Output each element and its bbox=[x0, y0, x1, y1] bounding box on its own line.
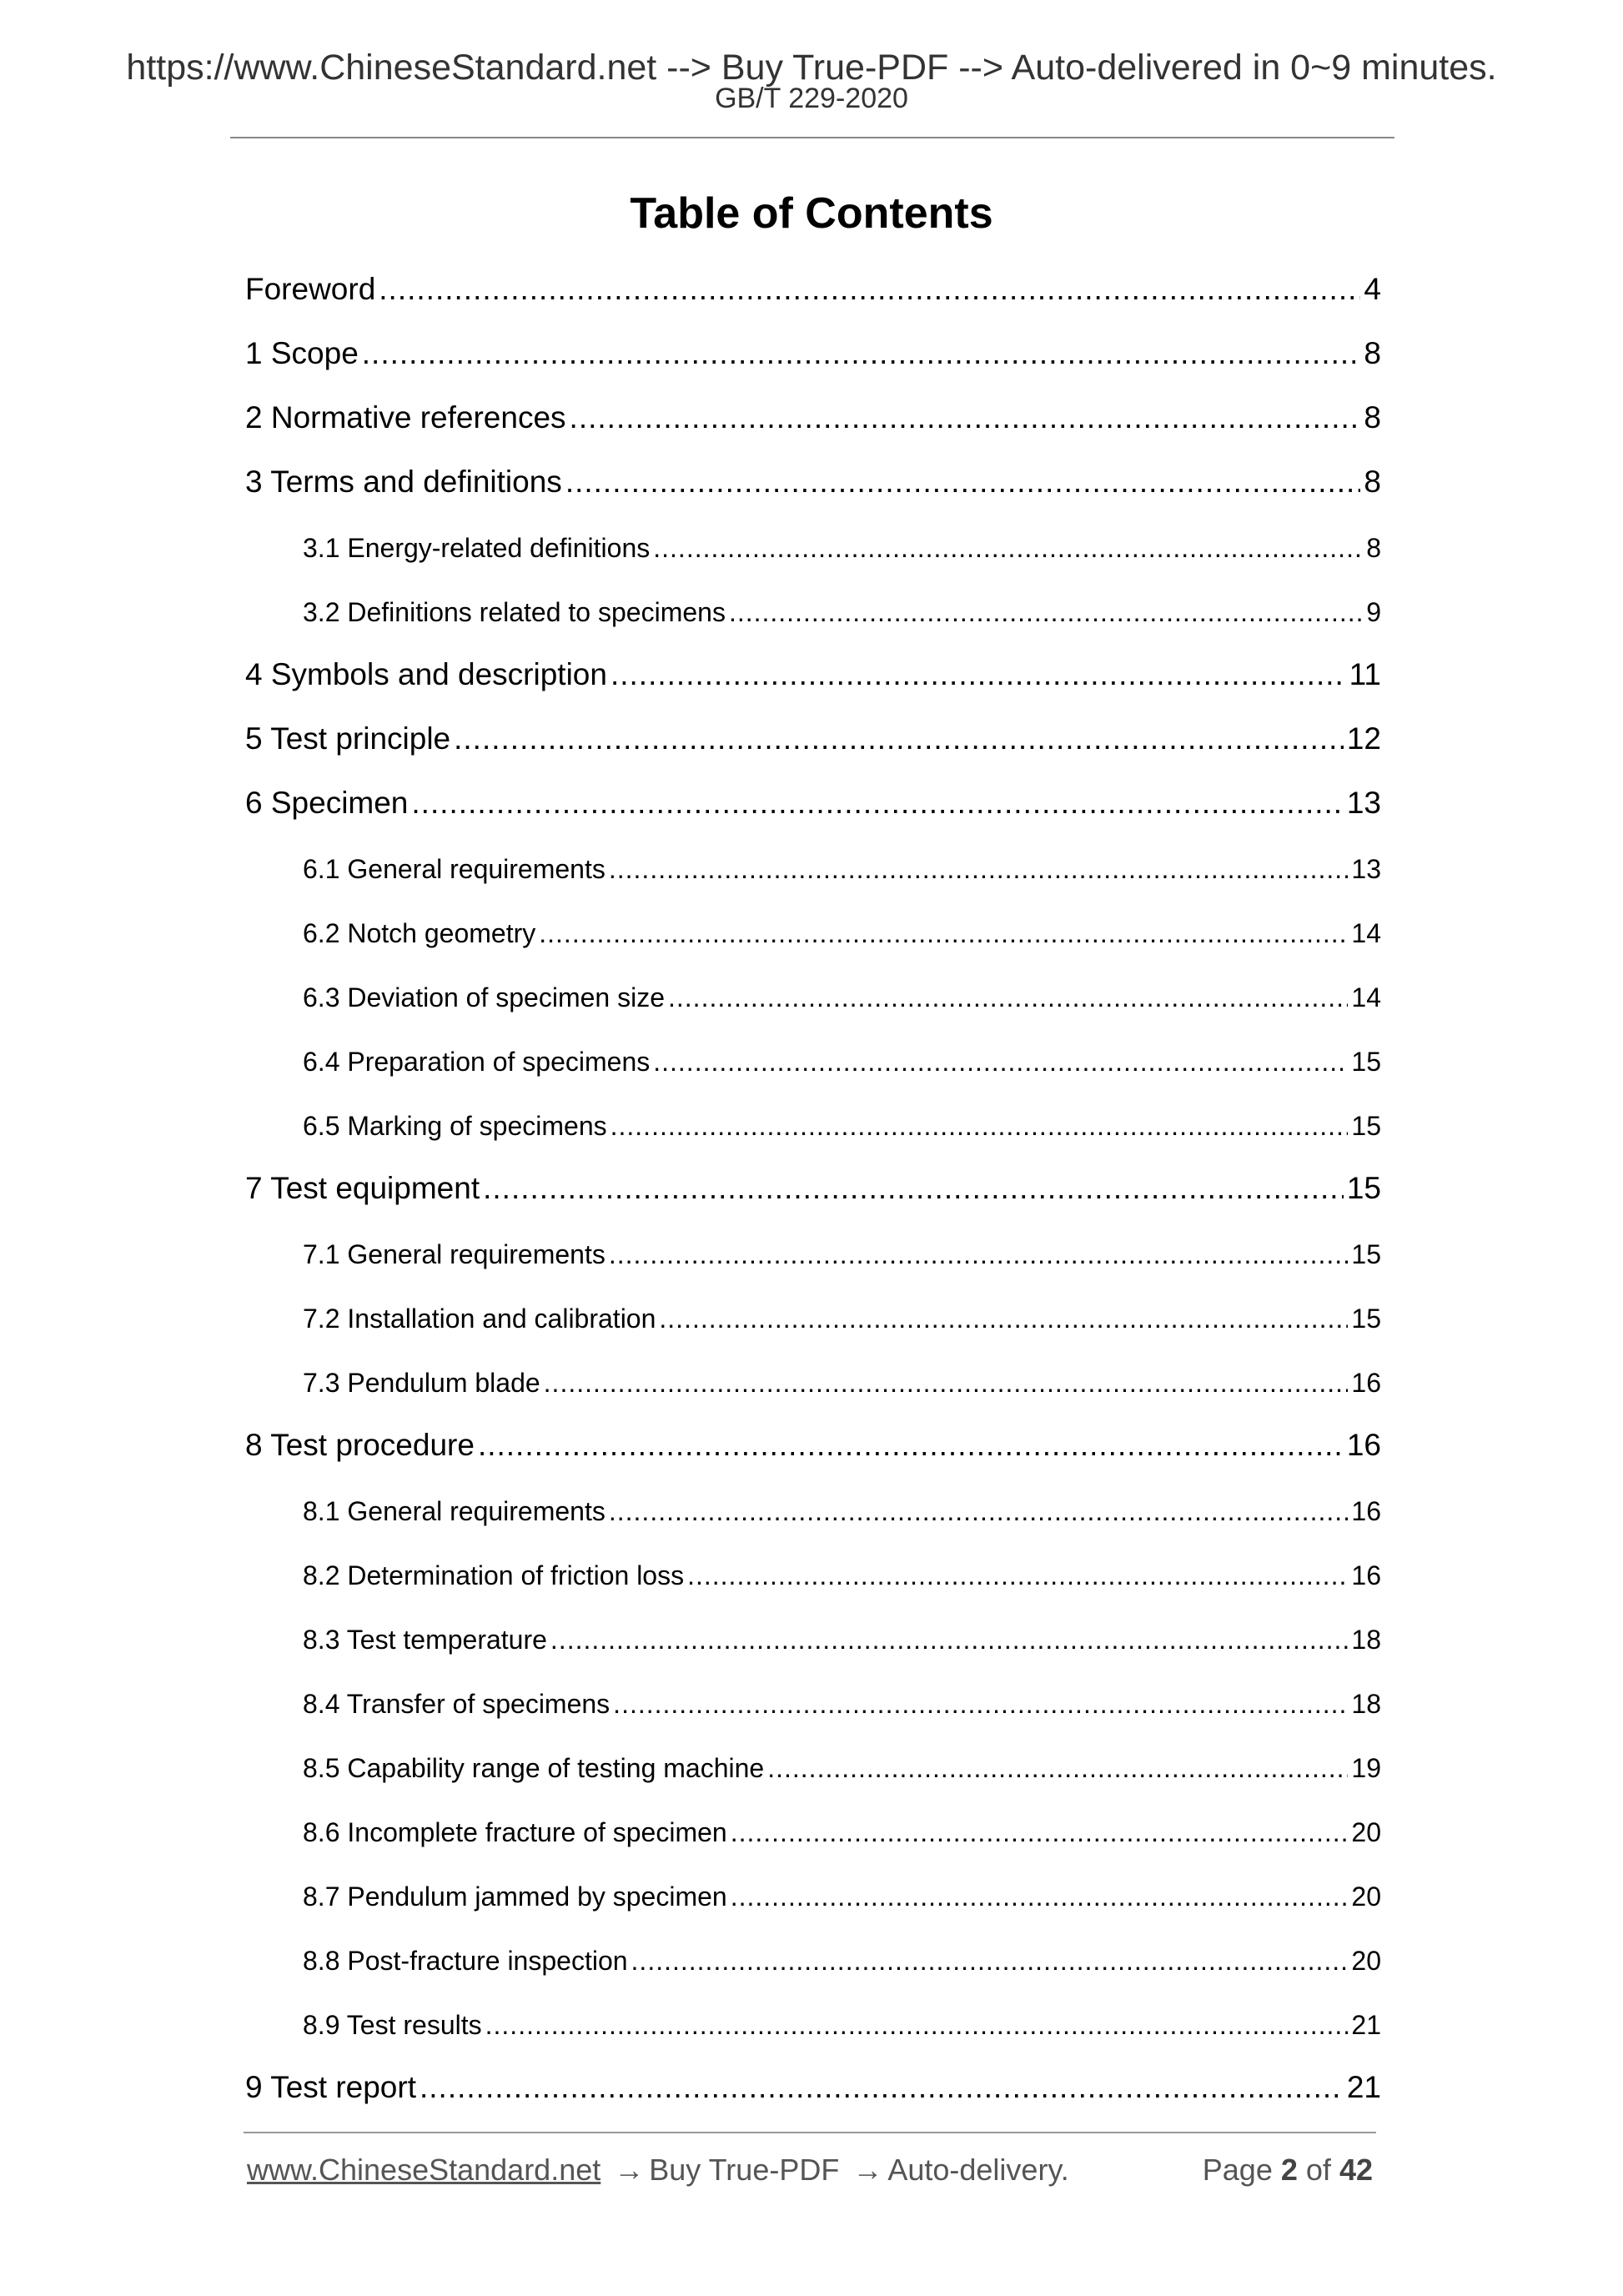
toc-page-number: 15 bbox=[1346, 1171, 1381, 1205]
toc-entry-label: 7 Test equipment bbox=[245, 1171, 480, 1205]
toc-entry[interactable] bbox=[303, 1233, 1381, 1272]
toc-page-number: 21 bbox=[1351, 2010, 1381, 2040]
toc-entry-label: 2 Normative references bbox=[245, 400, 566, 435]
toc-page-number: 15 bbox=[1351, 1239, 1381, 1269]
toc-dot-leader bbox=[609, 852, 1349, 887]
toc-dot-leader bbox=[609, 1237, 1349, 1272]
toc-entry[interactable] bbox=[245, 463, 1381, 501]
toc-page-number: 8 bbox=[1364, 465, 1381, 499]
toc-page-number: 9 bbox=[1366, 597, 1381, 627]
toc-entry[interactable] bbox=[303, 1683, 1381, 1721]
toc-entry[interactable] bbox=[245, 399, 1381, 437]
toc-entry[interactable] bbox=[303, 1362, 1381, 1400]
toc-entry[interactable] bbox=[245, 1426, 1381, 1465]
toc-entry-label: 5 Test principle bbox=[245, 721, 451, 756]
toc-dot-leader bbox=[570, 399, 1361, 437]
toc-page-number: 16 bbox=[1351, 1368, 1381, 1398]
toc-page-number: 8 bbox=[1366, 533, 1381, 563]
toc-entry-label: 6.5 Marking of specimens bbox=[303, 1111, 607, 1141]
toc-entry[interactable] bbox=[303, 1619, 1381, 1657]
toc-page-number: 21 bbox=[1346, 2070, 1381, 2104]
toc-entry[interactable] bbox=[303, 2004, 1381, 2042]
page-indicator bbox=[1203, 2152, 1373, 2188]
toc-dot-leader bbox=[659, 1301, 1348, 1336]
toc-dot-leader bbox=[653, 1044, 1348, 1079]
toc-entry[interactable] bbox=[303, 1105, 1381, 1143]
toc-dot-leader bbox=[631, 1943, 1349, 1978]
toc-entry[interactable] bbox=[303, 1555, 1381, 1593]
toc-entry[interactable] bbox=[245, 2068, 1381, 2107]
toc-page-number: 4 bbox=[1364, 272, 1381, 306]
toc-dot-leader bbox=[611, 656, 1346, 694]
toc-entry[interactable] bbox=[303, 527, 1381, 565]
total-pages-number: 42 bbox=[1339, 2153, 1373, 2187]
toc-entry-label: 6.4 Preparation of specimens bbox=[303, 1047, 651, 1077]
toc-dot-leader bbox=[550, 1622, 1349, 1657]
toc-entry-label: 1 Scope bbox=[245, 336, 359, 370]
footer-delivery-text: Auto-delivery. bbox=[887, 2153, 1069, 2187]
toc-page-number: 14 bbox=[1351, 918, 1381, 948]
toc-dot-leader bbox=[609, 1494, 1349, 1529]
current-page-number: 2 bbox=[1280, 2153, 1298, 2187]
toc-entry-label: 3.2 Definitions related to specimens bbox=[303, 597, 726, 627]
right-arrow-icon: → bbox=[614, 2153, 645, 2187]
toc-entry[interactable] bbox=[245, 1169, 1381, 1208]
toc-entry-label: 8.5 Capability range of testing machine bbox=[303, 1753, 765, 1783]
toc-dot-leader bbox=[454, 720, 1344, 758]
toc-entry[interactable] bbox=[245, 720, 1381, 758]
toc-entry[interactable] bbox=[303, 591, 1381, 630]
toc-dot-leader bbox=[420, 2068, 1344, 2107]
toc-page-number: 16 bbox=[1351, 1496, 1381, 1526]
toc-page-number: 8 bbox=[1364, 400, 1381, 435]
toc-page-number: 16 bbox=[1351, 1560, 1381, 1590]
toc-dot-leader bbox=[411, 784, 1343, 822]
toc-page-number: 19 bbox=[1351, 1753, 1381, 1783]
toc-entry[interactable] bbox=[245, 784, 1381, 822]
toc-page-number: 12 bbox=[1346, 721, 1381, 756]
toc-dot-leader bbox=[613, 1686, 1348, 1721]
toc-entry-label: 8.4 Transfer of specimens bbox=[303, 1689, 611, 1719]
toc-entry-label: 8.1 General requirements bbox=[303, 1496, 605, 1526]
toc-dot-leader bbox=[731, 1815, 1349, 1850]
toc-dot-leader bbox=[687, 1558, 1348, 1593]
toc-entry-label: 4 Symbols and description bbox=[245, 657, 607, 691]
toc-entry[interactable] bbox=[303, 1876, 1381, 1914]
toc-page-number: 16 bbox=[1346, 1428, 1381, 1462]
toc-page-number: 13 bbox=[1351, 854, 1381, 884]
toc-entry[interactable] bbox=[303, 1490, 1381, 1529]
of-word: of bbox=[1305, 2153, 1331, 2187]
toc-dot-leader bbox=[485, 2007, 1349, 2042]
right-arrow-icon: → bbox=[852, 2153, 883, 2187]
toc-dot-leader bbox=[478, 1426, 1344, 1465]
toc-entry-label: 6 Specimen bbox=[245, 786, 409, 820]
toc-entry[interactable] bbox=[303, 1041, 1381, 1079]
toc-entry[interactable] bbox=[303, 1940, 1381, 1978]
toc-dot-leader bbox=[611, 1108, 1349, 1143]
footer-buy-text: Buy True-PDF bbox=[649, 2153, 840, 2187]
toc-page-number: 15 bbox=[1351, 1304, 1381, 1334]
toc-page-number: 15 bbox=[1351, 1047, 1381, 1077]
footer-site-link[interactable]: www.ChineseStandard.net bbox=[247, 2153, 601, 2187]
toc-entry[interactable] bbox=[303, 1298, 1381, 1336]
toc-entry[interactable] bbox=[245, 270, 1381, 309]
toc-dot-leader bbox=[539, 916, 1348, 951]
toc-page-number: 11 bbox=[1349, 657, 1381, 691]
toc-entry-label: 3 Terms and definitions bbox=[245, 465, 562, 499]
toc-page-number: 20 bbox=[1351, 1946, 1381, 1976]
toc-entry-label: 7.3 Pendulum blade bbox=[303, 1368, 540, 1398]
toc-dot-leader bbox=[729, 595, 1363, 630]
toc-dot-leader bbox=[362, 334, 1361, 373]
toc-entry-label: 8.8 Post-fracture inspection bbox=[303, 1946, 628, 1976]
toc-entry-label: 8 Test procedure bbox=[245, 1428, 475, 1462]
toc-entry[interactable] bbox=[303, 848, 1381, 887]
toc-page-number: 18 bbox=[1351, 1625, 1381, 1655]
toc-entry-label: 6.2 Notch geometry bbox=[303, 918, 536, 948]
toc-entry-label: 7.2 Installation and calibration bbox=[303, 1304, 656, 1334]
toc-entry-label: 7.1 General requirements bbox=[303, 1239, 605, 1269]
toc-page-number: 13 bbox=[1346, 786, 1381, 820]
toc-dot-leader bbox=[767, 1751, 1348, 1786]
toc-page-number: 8 bbox=[1364, 336, 1381, 370]
toc-entry-label: 8.2 Determination of friction loss bbox=[303, 1560, 685, 1590]
toc-entry[interactable] bbox=[303, 1811, 1381, 1850]
toc-entry-label: 6.1 General requirements bbox=[303, 854, 605, 884]
toc-dot-leader bbox=[668, 980, 1348, 1015]
toc-dot-leader bbox=[653, 530, 1363, 565]
toc-page-number: 20 bbox=[1351, 1817, 1381, 1847]
toc-entry-label: 8.7 Pendulum jammed by specimen bbox=[303, 1882, 727, 1912]
toc-dot-leader bbox=[379, 270, 1360, 309]
toc-dot-leader bbox=[565, 463, 1361, 501]
toc-entry[interactable] bbox=[303, 977, 1381, 1015]
toc-page-number: 20 bbox=[1351, 1882, 1381, 1912]
toc-entry[interactable] bbox=[303, 912, 1381, 951]
toc-entry-label: Foreword bbox=[245, 272, 376, 306]
toc-page-number: 14 bbox=[1351, 982, 1381, 1012]
toc-entry-label: 9 Test report bbox=[245, 2070, 416, 2104]
page-title: Table of Contents bbox=[630, 189, 993, 238]
page-word: Page bbox=[1202, 2153, 1273, 2187]
toc-dot-leader bbox=[544, 1365, 1349, 1400]
standard-code: GB/T 229-2020 bbox=[715, 83, 908, 114]
toc-entry-label: 8.9 Test results bbox=[303, 2010, 482, 2040]
top-banner[interactable]: https://www.ChineseStandard.net --> Buy True-PDF --> Auto-delivered in 0~9 minutes. bbox=[126, 48, 1497, 88]
toc-entry-label: 8.6 Incomplete fracture of specimen bbox=[303, 1817, 727, 1847]
toc-entry-label: 8.3 Test temperature bbox=[303, 1625, 547, 1655]
toc-page-number: 18 bbox=[1351, 1689, 1381, 1719]
toc-entry[interactable] bbox=[245, 656, 1381, 694]
toc-entry[interactable] bbox=[245, 334, 1381, 373]
toc-entry-label: 3.1 Energy-related definitions bbox=[303, 533, 651, 563]
toc-dot-leader bbox=[731, 1879, 1349, 1914]
footer-divider bbox=[244, 2132, 1376, 2133]
toc-entry-label: 6.3 Deviation of specimen size bbox=[303, 982, 665, 1012]
toc-entry[interactable] bbox=[303, 1747, 1381, 1786]
toc-page-number: 15 bbox=[1351, 1111, 1381, 1141]
footer-promo bbox=[247, 2152, 1069, 2188]
toc-dot-leader bbox=[483, 1169, 1344, 1208]
